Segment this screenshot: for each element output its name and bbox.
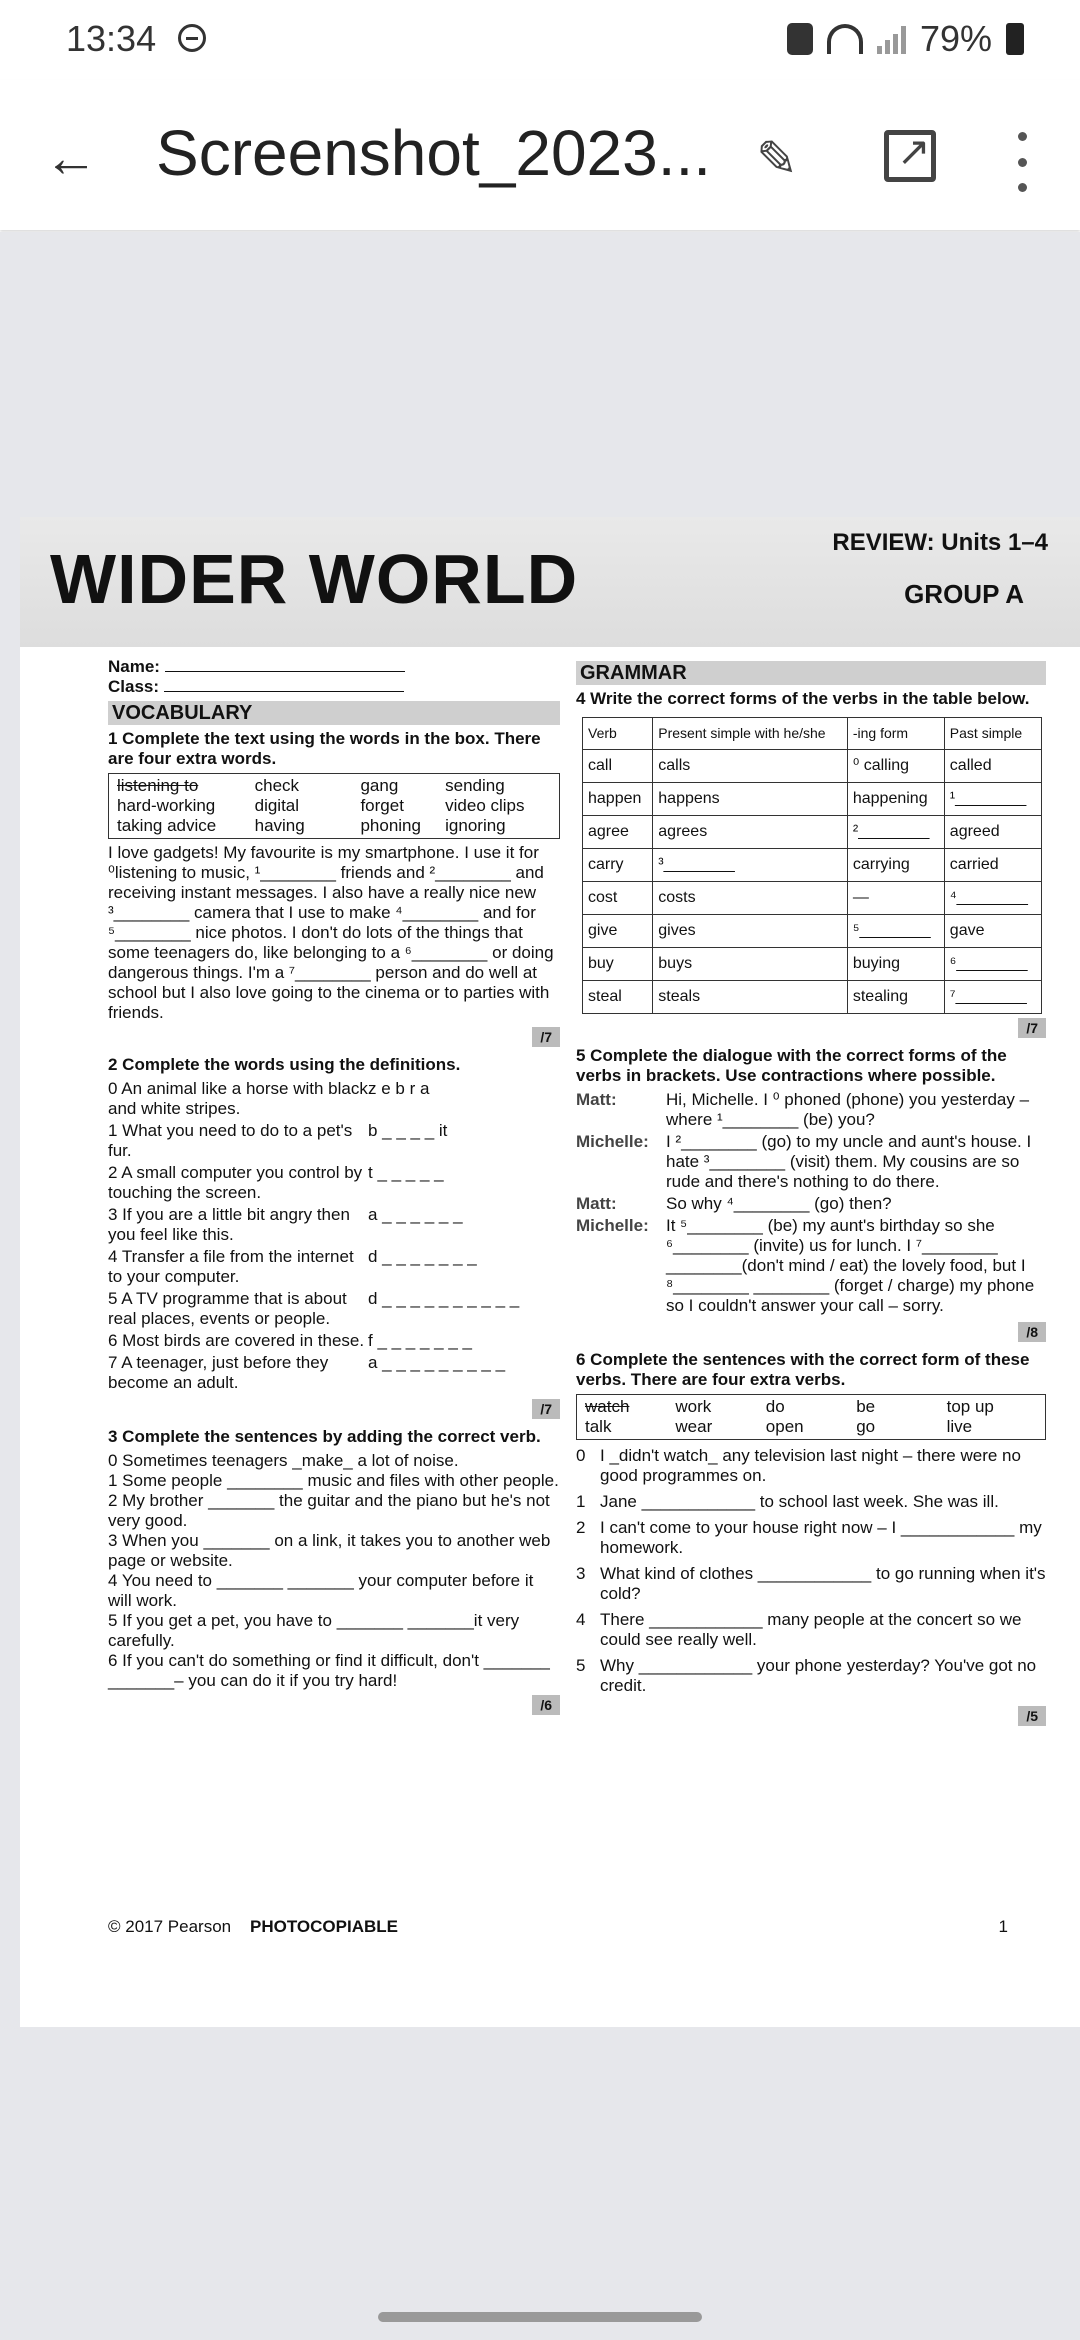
vocab-heading: VOCABULARY [108, 701, 560, 725]
table-cell: agreed [944, 816, 1041, 849]
table-cell: carried [944, 849, 1041, 882]
word-box-item: gang [360, 776, 399, 795]
q6-sentence [576, 1518, 1046, 1558]
verb-box-item: top up [946, 1397, 994, 1416]
q6-number: 2 [576, 1518, 586, 1537]
q6-number: 0 [576, 1446, 586, 1465]
q2-list [108, 1079, 560, 1393]
photocopiable: PHOTOCOPIABLE [250, 1917, 398, 1936]
speaker-name: Michelle: [576, 1132, 649, 1151]
q6-sentence [576, 1610, 1046, 1650]
verb-box-item: do [765, 1397, 785, 1416]
word-box-item: forget [360, 796, 404, 815]
q6-text: I _didn't watch_ any television last night – there were no good programmes on. [600, 1446, 1021, 1485]
q6-text: Jane ____________ to school last week. She was ill. [600, 1492, 999, 1511]
table-cell: happens [653, 783, 848, 816]
score-q2: /7 [532, 1399, 560, 1419]
verb-table [582, 717, 1042, 1014]
score-q6: /5 [1018, 1706, 1046, 1726]
definition-answer: a _ _ _ _ _ _ _ _ _ [368, 1353, 506, 1372]
q3-instruction: 3 Complete the sentences by adding the correct verb. [108, 1427, 541, 1446]
definition-text: 6 Most birds are covered in these. [108, 1331, 365, 1350]
verb-box-item: go [856, 1417, 876, 1436]
table-header-cell: Past simple [944, 718, 1041, 750]
definition-answer: b _ _ _ _ it [368, 1121, 448, 1140]
battery-icon [1006, 23, 1024, 55]
word-box-item: listening to [117, 776, 199, 795]
gesture-bar[interactable] [378, 2312, 702, 2322]
q6-word-box [576, 1394, 1046, 1440]
dialogue-text: It ⁵________ (be) my aunt's birthday so she ⁶________ (invite) us for lunch. I ⁷________ ________(don't mind / eat) the lovely food, but I ⁸________ ________ (forget / charge) my phone so I couldn't answer your call – sorry. [666, 1216, 1035, 1315]
table-header-row [583, 718, 1042, 750]
dialogue-text: I ²________ (go) to my uncle and aunt's house. I hate ³________ (visit) them. My cousins are so rude and there's nothing to do there. [666, 1132, 1032, 1191]
speaker-name: Matt: [576, 1090, 617, 1109]
q6-number: 5 [576, 1656, 586, 1675]
definition-text: 0 An animal like a horse with black and white stripes. [108, 1079, 368, 1118]
table-cell: ⁵________ [847, 915, 944, 948]
verb-box-item: wear [675, 1417, 713, 1436]
back-arrow-icon[interactable]: ← [44, 128, 98, 188]
q6-sentence [576, 1446, 1046, 1486]
table-cell: happening [847, 783, 944, 816]
table-cell: call [583, 750, 653, 783]
definition-row [108, 1289, 560, 1329]
table-cell: ⁷________ [944, 981, 1041, 1014]
name-field: Name: [108, 657, 560, 677]
q6-text: What kind of clothes ____________ to go running when it's cold? [600, 1564, 1046, 1603]
table-cell: buying [847, 948, 944, 981]
table-row [583, 750, 1042, 783]
q6-list [576, 1446, 1046, 1696]
status-time: 13:34 [66, 18, 157, 59]
table-cell: give [583, 915, 653, 948]
verb-box-item: watch [585, 1397, 630, 1416]
sentence-item: 3 When you _______ on a link, it takes you to another web page or website. [108, 1531, 551, 1570]
dialogue-line [576, 1216, 1046, 1316]
q6-sentence [576, 1656, 1046, 1696]
score-q1: /7 [532, 1027, 560, 1047]
table-cell: called [944, 750, 1041, 783]
q5-dialogue [576, 1090, 1046, 1316]
table-row [583, 849, 1042, 882]
table-row [583, 882, 1042, 915]
table-cell: ²________ [847, 816, 944, 849]
score-q5: /8 [1018, 1322, 1046, 1342]
table-cell: costs [653, 882, 848, 915]
word-box-item: digital [254, 796, 300, 815]
definition-row [108, 1079, 560, 1119]
q6-instruction: 6 Complete the sentences with the correct form of these verbs. There are four extra verbs. [576, 1350, 1030, 1389]
open-external-icon[interactable] [884, 130, 936, 182]
definition-answer: t _ _ _ _ _ [368, 1163, 444, 1182]
speaker-name: Matt: [576, 1194, 617, 1213]
word-box-item: phoning [360, 816, 421, 835]
sentence-item: 5 If you get a pet, you have to _______ _______it very carefully. [108, 1611, 520, 1650]
word-box-item: having [254, 816, 305, 835]
table-cell: gives [653, 915, 848, 948]
wifi-icon [827, 24, 863, 54]
table-row [583, 783, 1042, 816]
score-q4: /7 [1018, 1018, 1046, 1038]
worksheet-banner [20, 517, 1080, 647]
definition-row [108, 1163, 560, 1203]
table-cell: agrees [653, 816, 848, 849]
brand-logo: WIDER WORLD [50, 540, 579, 618]
class-field: Class: [108, 677, 560, 697]
table-row [583, 981, 1042, 1014]
definition-answer: f _ _ _ _ _ _ _ [368, 1331, 472, 1350]
battery-percent: 79% [919, 18, 992, 59]
definition-answer: a _ _ _ _ _ _ [368, 1205, 463, 1224]
table-cell: ⁰ calling [847, 750, 944, 783]
table-cell: ³________ [653, 849, 848, 882]
left-column [108, 657, 560, 1719]
q5-instruction: 5 Complete the dialogue with the correct forms of the verbs in brackets. Use contractions where possible. [576, 1046, 1007, 1085]
table-header-cell: Present simple with he/she [653, 718, 848, 750]
word-box-item: video clips [445, 796, 525, 815]
sentence-item: 4 You need to _______ _______ your computer before it will work. [108, 1571, 534, 1610]
verb-box-item: talk [585, 1417, 612, 1436]
definition-row [108, 1331, 560, 1351]
edit-pencil-icon[interactable]: ✎ [756, 131, 798, 187]
q3-list [108, 1451, 560, 1691]
q4-instruction: 4 Write the correct forms of the verbs in the table below. [576, 689, 1030, 708]
review-title: REVIEW: Units 1–4 [832, 529, 1048, 556]
q6-text: Why ____________ your phone yesterday? You've got no credit. [600, 1656, 1037, 1695]
verb-box-item: be [856, 1397, 876, 1416]
table-row [583, 915, 1042, 948]
page-number: 1 [998, 1917, 1008, 1936]
verb-box-item: open [765, 1417, 804, 1436]
dialogue-line [576, 1090, 1046, 1130]
word-box-item: taking advice [117, 816, 217, 835]
table-cell: happen [583, 783, 653, 816]
worksheet-footer [108, 1917, 1008, 1937]
q1-word-box [108, 773, 560, 839]
definition-answer: z e b r a [368, 1079, 430, 1098]
sentence-item: 1 Some people ________ music and files with other people. [108, 1471, 559, 1490]
grammar-heading: GRAMMAR [576, 661, 1046, 685]
q6-number: 4 [576, 1610, 586, 1629]
app-bar [0, 80, 1080, 230]
recycle-notification-icon [787, 23, 813, 55]
q6-number: 3 [576, 1564, 586, 1583]
definition-text: 3 If you are a little bit angry then you feel like this. [108, 1205, 350, 1244]
q2-instruction: 2 Complete the words using the definitions. [108, 1055, 461, 1074]
table-cell: carry [583, 849, 653, 882]
definition-answer: d _ _ _ _ _ _ _ _ _ _ [368, 1289, 520, 1308]
dialogue-text: Hi, Michelle. I ⁰ phoned (phone) you yesterday – where ¹________ (be) you? [666, 1090, 1030, 1129]
definition-answer: d _ _ _ _ _ _ _ [368, 1247, 477, 1266]
verb-box-item: work [675, 1397, 712, 1416]
worksheet-image [20, 517, 1080, 2027]
definition-text: 5 A TV programme that is about real places, events or people. [108, 1289, 347, 1328]
table-row [583, 816, 1042, 849]
table-row [583, 948, 1042, 981]
table-cell: gave [944, 915, 1041, 948]
q1-text: I love gadgets! My favourite is my smartphone. I use it for ⁰listening to music, ¹________ friends and ²________ and receiving instant messages. I also have a really nice new ³________ camera that I use to make ⁴________ and for ⁵________ nice photos. I don't do lots of the things that some teenagers do, like belonging to a ⁶________ or doing dangerous things. I'm a ⁷________ person and do well at school but I also love going to the cinema or to parties with friends. [108, 843, 554, 1022]
table-cell: cost [583, 882, 653, 915]
table-cell: ¹________ [944, 783, 1041, 816]
q6-number: 1 [576, 1492, 586, 1511]
table-cell: agree [583, 816, 653, 849]
q6-text: I can't come to your house right now – I ____________ my homework. [600, 1518, 1042, 1557]
table-cell: — [847, 882, 944, 915]
definition-text: 7 A teenager, just before they become an adult. [108, 1353, 329, 1392]
status-icons [787, 18, 1024, 60]
table-cell: steals [653, 981, 848, 1014]
status-bar [0, 0, 1080, 80]
table-cell: stealing [847, 981, 944, 1014]
score-q3: /6 [532, 1695, 560, 1715]
table-cell: carrying [847, 849, 944, 882]
word-box-item: hard-working [117, 796, 216, 815]
speaker-name: Michelle: [576, 1216, 649, 1235]
definition-row [108, 1247, 560, 1287]
group-label: GROUP A [904, 579, 1024, 609]
more-options-icon[interactable] [1010, 132, 1034, 192]
table-header-cell: -ing form [847, 718, 944, 750]
definition-text: 2 A small computer you control by touching the screen. [108, 1163, 363, 1202]
q1-instruction: 1 Complete the text using the words in the box. There are four extra words. [108, 729, 541, 768]
definition-text: 1 What you need to do to a pet's fur. [108, 1121, 353, 1160]
word-box-item: check [254, 776, 300, 795]
copyright: © 2017 Pearson [108, 1917, 232, 1936]
right-column [576, 657, 1046, 1730]
file-title: Screenshot_2023... [156, 117, 712, 189]
table-cell: buys [653, 948, 848, 981]
dialogue-line [576, 1194, 1046, 1214]
signal-icon [877, 24, 906, 54]
verb-box-item: live [946, 1417, 973, 1436]
dialogue-text: So why ⁴________ (go) then? [666, 1194, 892, 1213]
table-header-cell: Verb [583, 718, 653, 750]
definition-text: 4 Transfer a file from the internet to your computer. [108, 1247, 354, 1286]
q6-sentence [576, 1564, 1046, 1604]
table-cell: steal [583, 981, 653, 1014]
word-box-item: ignoring [445, 816, 506, 835]
table-cell: calls [653, 750, 848, 783]
table-cell: buy [583, 948, 653, 981]
table-cell: ⁶________ [944, 948, 1041, 981]
sentence-item: 0 Sometimes teenagers _make_ a lot of noise. [108, 1451, 459, 1470]
definition-row [108, 1353, 560, 1393]
dialogue-line [576, 1132, 1046, 1192]
sentence-item: 6 If you can't do something or find it difficult, don't _______ _______– you can do it if you try hard! [108, 1651, 550, 1690]
definition-row [108, 1205, 560, 1245]
sentence-item: 2 My brother _______ the guitar and the piano but he's not very good. [108, 1491, 550, 1530]
do-not-disturb-icon [178, 24, 206, 52]
definition-row [108, 1121, 560, 1161]
q6-sentence [576, 1492, 1046, 1512]
q6-text: There ____________ many people at the concert so we could see really well. [600, 1610, 1022, 1649]
table-cell: ⁴________ [944, 882, 1041, 915]
word-box-item: sending [445, 776, 505, 795]
